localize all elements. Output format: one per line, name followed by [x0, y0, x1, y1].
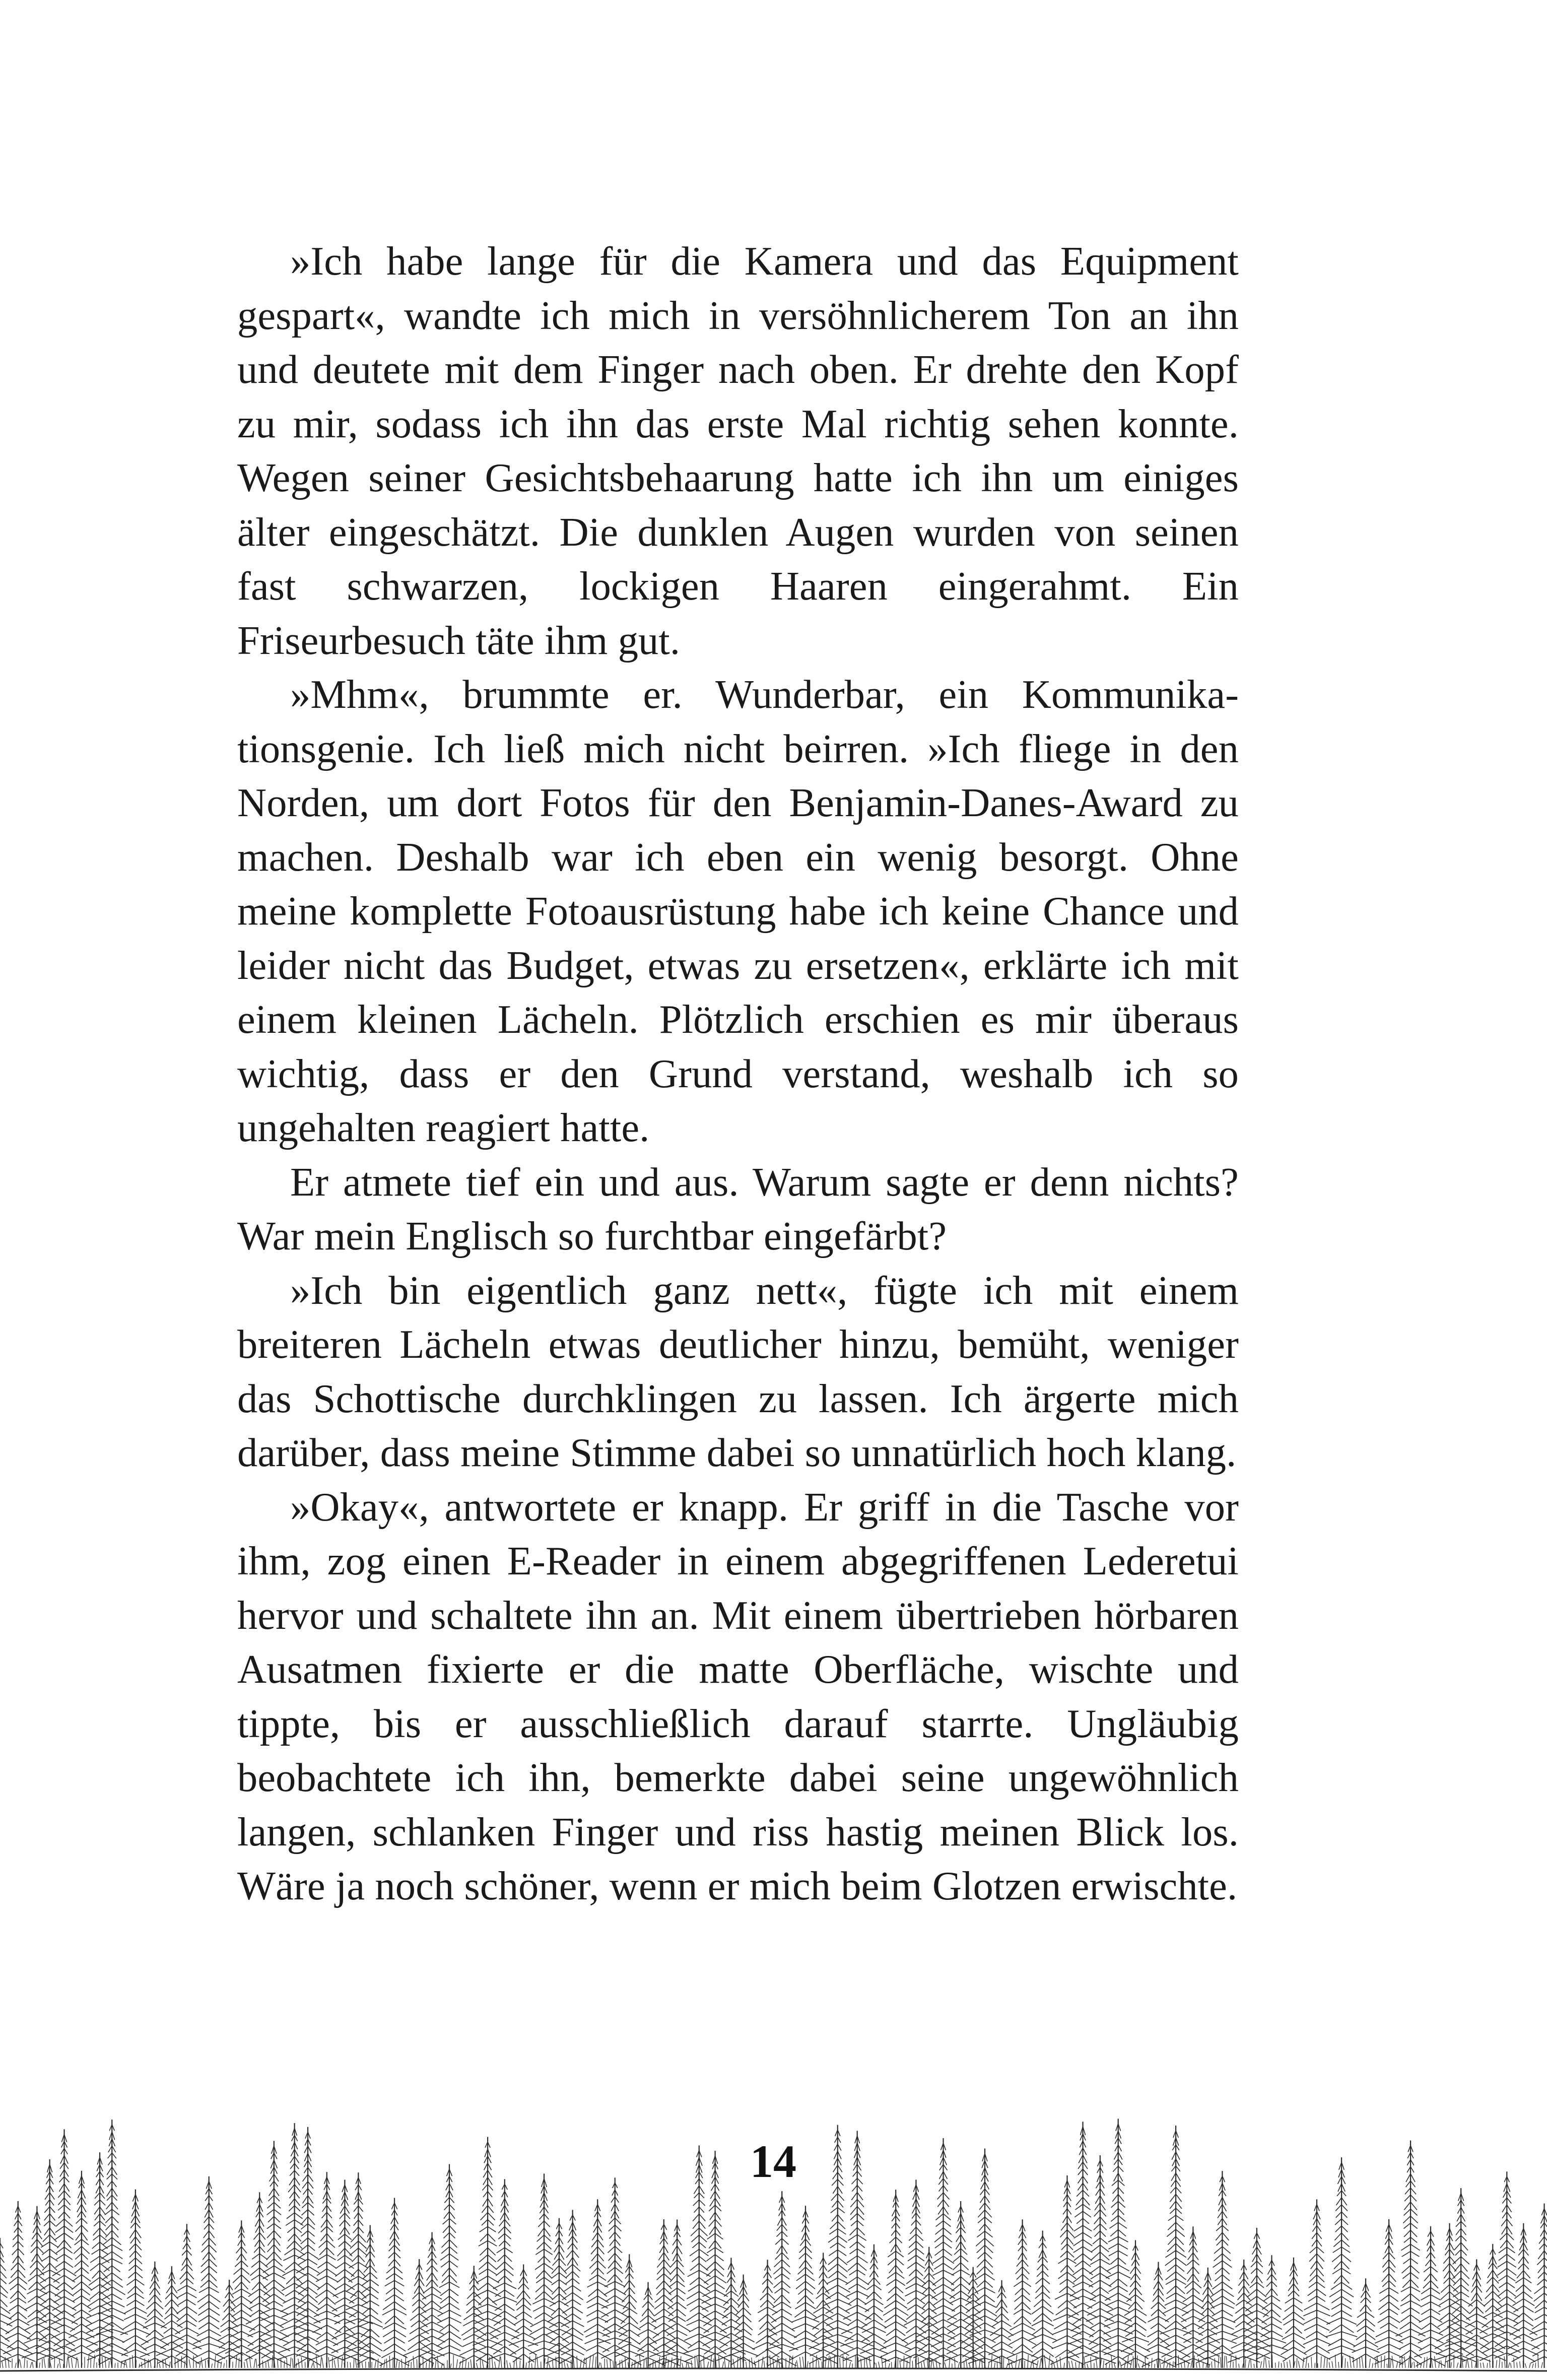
pine-tree-icon [1067, 2122, 1099, 2368]
ground-line [0, 2368, 1547, 2371]
paragraph: »Okay«, antwortete er knapp. Er griff in die Tasche vor ihm, zog einen E-Reader in einem abgegriffenen Lederetui hervor und schaltete ihn an. Mit einem übertrieben hörbaren Ausatmen fixierte er die matte Oberfläche, wischte und tippte, bis er ausschließlich darauf starrte. Ungläubig beobachtete ich ihn, bemerkte dabei seine ungewöhnlich langen, schlanken Finger und riss hastig meinen Blick los. Wäre ja noch schöner, wenn er mich beim Glotzen erwischte. [237, 1484, 1239, 1908]
pine-tree-icon [0, 2238, 15, 2368]
pine-tree-icon [1493, 2171, 1520, 2368]
pine-tree-icon [583, 2199, 612, 2368]
pine-tree-icon [1160, 2126, 1191, 2368]
pine-tree-icon [1530, 2204, 1547, 2368]
pine-tree-icon [121, 2190, 150, 2368]
pine-forest-illustration [0, 2086, 1547, 2380]
pine-tree-icon [216, 2280, 243, 2368]
pine-tree-icon [1480, 2244, 1506, 2368]
pine-tree-icon [172, 2224, 201, 2368]
pine-tree-icon [419, 2232, 445, 2368]
pine-tree-icon [1374, 2219, 1403, 2368]
pine-tree-icon [1085, 2155, 1116, 2368]
pine-tree-icon [841, 2131, 874, 2368]
pine-tree-icon [343, 2172, 374, 2368]
pine-tree-icon [822, 2125, 853, 2368]
pine-tree-icon [1396, 2141, 1425, 2368]
pine-tree-icon [1007, 2219, 1037, 2368]
pine-tree-icon [1121, 2240, 1150, 2368]
pine-tree-icon [901, 2179, 931, 2368]
pine-tree-icon [1326, 2157, 1357, 2368]
pine-tree-icon [96, 2120, 127, 2368]
pine-tree-icon [278, 2123, 312, 2368]
pine-tree-icon [928, 2138, 958, 2368]
pine-tree-icon [358, 2225, 383, 2368]
pine-tree-icon [766, 2191, 798, 2368]
pine-tree-icon [1281, 2258, 1306, 2368]
body-text [237, 234, 1239, 1913]
paragraph: Er atmete tief ein und aus. Warum sagte er denn nichts? War mein Englisch so furchtbar eingefärbt? [237, 1159, 1239, 1259]
pine-tree-icon [488, 2179, 521, 2368]
pine-tree-icon [66, 2171, 97, 2368]
paragraph: »Ich habe lange für die Kamera und das Equipment gespart«, wandte ich mich in versöhnlicherem Ton an ihn und deutete mit dem Finger nach oben. Er drehte den Kopf zu mir, sodass ich ihn das erste Mal richtig sehen konnte. Wegen seiner Gesichtsbehaarung hatte ich ihn um einiges älter eingeschätzt. Die dunklen Augen wurden von seinen fast schwarzen, lockigen Haaren eingerahmt. Ein Friseurbesuch täte ihm gut. [237, 239, 1239, 663]
pine-tree-icon [560, 2210, 585, 2368]
pine-tree-icon [753, 2260, 782, 2368]
pine-tree-icon [858, 2244, 889, 2368]
pine-tree-icon [631, 2282, 664, 2368]
pine-tree-icon [380, 2198, 409, 2368]
pine-tree-icon [1051, 2175, 1084, 2368]
pine-tree-icon [1415, 2226, 1447, 2368]
pine-tree-icon [1205, 2171, 1240, 2368]
pine-tree-icon [1, 2201, 35, 2368]
pine-tree-icon [1029, 2231, 1056, 2368]
pine-tree-icon [880, 2190, 911, 2368]
paragraph: »Mhm«, brummte er. Wunderbar, ein Kommunikationsgenie. Ich ließ mich nicht beirren. »Ich fliege in den Norden, um dort Fotos für den Benjamin-Danes-Award zu machen. Deshalb war ich eben ein wenig besorgt. Ohne meine komplette Fotoausrüstung habe ich keine Chance und leider nicht das Budget, etwas zu ersetzen«, erklärte ich mit einem kleinen Lächeln. Plötzlich erschien es mir überaus wichtig, dass er den Grund verstand, weshalb ich so ungehalten reagiert hatte. [237, 672, 1239, 1150]
pine-tree-icon [1352, 2278, 1379, 2368]
pine-tree-icon [615, 2254, 644, 2368]
pine-tree-icon [434, 2164, 465, 2368]
pine-tree-icon [1303, 2199, 1330, 2368]
paragraph: »Ich bin eigentlich ganz nett«, fügte ich mit einem breiteren Lächeln etwas deutlicher hinzu, bemüht, weniger das Schottische durchklingen zu lassen. Ich ärgerte mich darüber, dass meine Stimme dabei so unnatürlich hoch klang. [237, 1268, 1239, 1475]
pine-tree-icon [809, 2253, 837, 2368]
page-number: 14 [723, 2136, 824, 2187]
pine-tree-icon [294, 2127, 321, 2368]
pine-tree-icon [51, 2129, 78, 2368]
pine-tree-icon [789, 2206, 822, 2368]
pine-tree-icon [1195, 2268, 1220, 2368]
pine-tree-icon [1142, 2262, 1175, 2368]
pine-tree-icon [245, 2192, 274, 2368]
pine-tree-icon [1177, 2226, 1209, 2368]
pine-tree-icon [1508, 2223, 1539, 2368]
pine-tree-icon [729, 2275, 758, 2368]
